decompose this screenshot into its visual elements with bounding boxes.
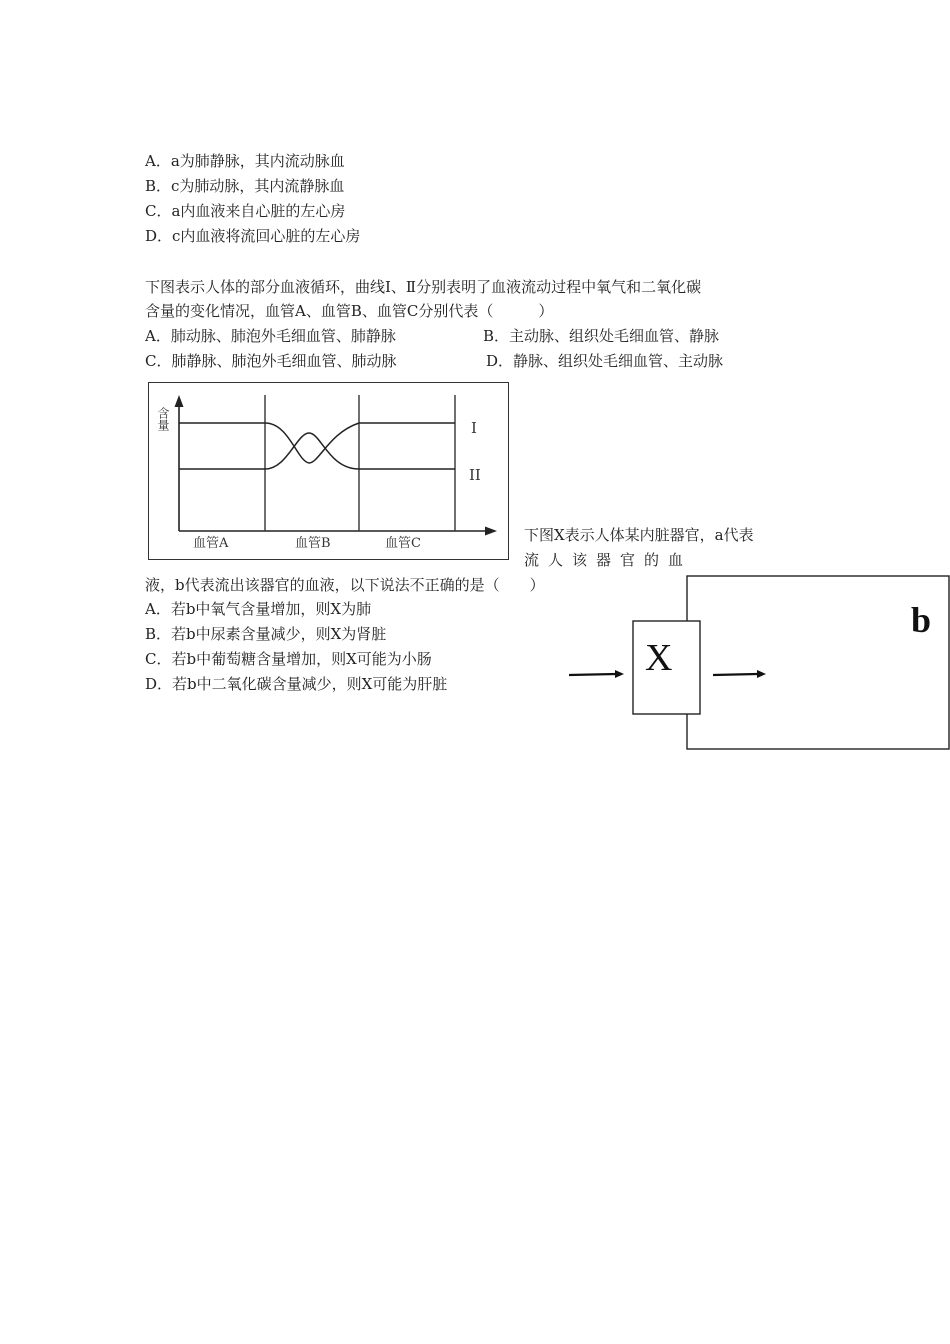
q3-option-b: B．若b中尿素含量减少，则X为肾脏 bbox=[145, 625, 387, 643]
q2-stem-line2: 含量的变化情况，血管A、血管B、血管C分别代表（ ） bbox=[145, 302, 554, 320]
q3-option-a: A．若b中氧气含量增加，则X为肺 bbox=[145, 600, 372, 618]
q3-option-d: D．若b中二氧化碳含量减少，则X可能为肝脏 bbox=[145, 675, 448, 693]
organ-label: X bbox=[645, 637, 673, 679]
x-label-b: 血管B bbox=[295, 536, 331, 551]
q3-stem-part1: 下图X表示人体某内脏器官，a代表 bbox=[524, 526, 754, 544]
curve-2-label: II bbox=[469, 466, 481, 484]
graph-drawing bbox=[149, 383, 510, 561]
q1-option-b: B．c为肺动脉，其内流静脉血 bbox=[145, 177, 345, 195]
y-axis-arrow bbox=[175, 395, 184, 407]
y-axis-label: 含量 bbox=[156, 407, 170, 431]
q2-option-c: C．肺静脉、肺泡外毛细血管、肺动脉 bbox=[145, 352, 397, 370]
outflow-arrow-line bbox=[713, 674, 757, 675]
organ-diagram-drawing bbox=[560, 570, 950, 755]
output-label: b bbox=[911, 600, 932, 640]
x-label-c: 血管C bbox=[385, 536, 421, 551]
curve-1-label: I bbox=[471, 419, 477, 437]
q3-stem-part3: 液，b代表流出该器官的血液，以下说法不正确的是（ ） bbox=[145, 576, 545, 594]
q1-option-a: A．a为肺静脉，其内流动脉血 bbox=[145, 152, 345, 170]
x-axis-arrow bbox=[485, 527, 497, 536]
q2-stem-line1: 下图表示人体的部分血液循环，曲线Ⅰ、Ⅱ分别表明了血液流动过程中氧气和二氧化碳 bbox=[145, 278, 702, 296]
inflow-arrow-head bbox=[615, 670, 624, 678]
q2-option-b: B．主动脉、组织处毛细血管、静脉 bbox=[483, 327, 720, 345]
outflow-arrow-head bbox=[757, 670, 766, 678]
q2-option-a: A．肺动脉、肺泡外毛细血管、肺静脉 bbox=[145, 327, 396, 345]
curve-2 bbox=[179, 433, 455, 469]
q3-stem-part2: 流人该器官的血 bbox=[524, 551, 693, 569]
output-box bbox=[687, 576, 949, 749]
q2-option-d: D．静脉、组织处毛细血管、主动脉 bbox=[486, 352, 724, 370]
blood-content-graph bbox=[148, 382, 509, 560]
curve-1 bbox=[179, 423, 455, 463]
organ-diagram bbox=[560, 570, 950, 755]
q3-option-c: C．若b中葡萄糖含量增加，则X可能为小肠 bbox=[145, 650, 432, 668]
q1-option-d: D．c内血液将流回心脏的左心房 bbox=[145, 227, 361, 245]
x-label-a: 血管A bbox=[193, 536, 229, 551]
q1-option-c: C．a内血液来自心脏的左心房 bbox=[145, 202, 346, 220]
inflow-arrow-line bbox=[569, 674, 616, 675]
